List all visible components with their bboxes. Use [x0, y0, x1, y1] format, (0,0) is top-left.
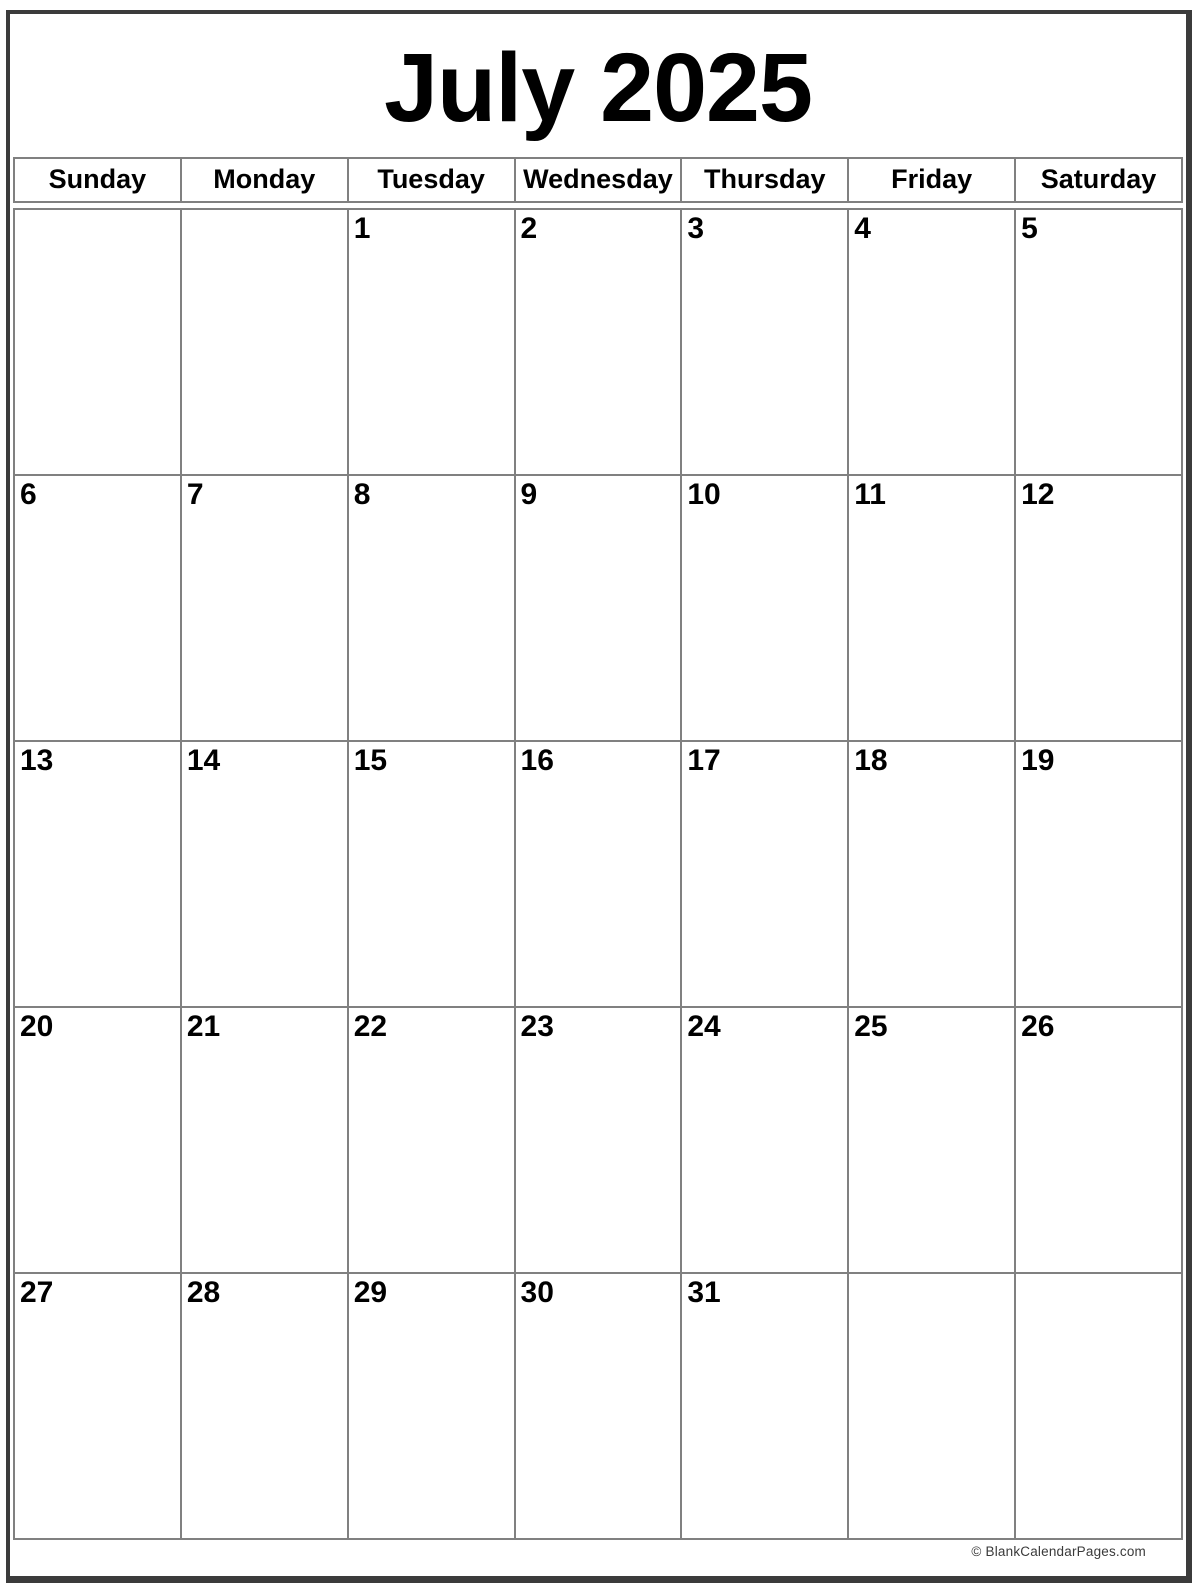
day-number: 5 — [1021, 211, 1038, 245]
day-cell — [14, 1273, 181, 1539]
day-cell — [348, 209, 515, 475]
day-cell — [515, 475, 682, 741]
day-cell — [681, 741, 848, 1007]
day-cell — [1015, 209, 1182, 475]
day-number: 12 — [1021, 477, 1055, 511]
day-number: 15 — [353, 743, 388, 777]
day-cell — [848, 475, 1015, 741]
day-number: 25 — [854, 1009, 888, 1043]
day-number: 14 — [186, 743, 221, 777]
day-number — [1016, 1274, 1181, 1276]
day-cell — [515, 741, 682, 1007]
day-number: 16 — [520, 743, 554, 777]
day-number: 26 — [1021, 1009, 1055, 1043]
weekday-header-tuesday: Tuesday — [348, 158, 515, 202]
day-cell — [848, 209, 1015, 475]
day-cell — [1015, 475, 1182, 741]
day-cell — [181, 209, 348, 475]
day-number: 9 — [520, 477, 538, 511]
day-number: 30 — [520, 1275, 554, 1309]
day-number: 19 — [1021, 743, 1055, 777]
day-cell — [181, 741, 348, 1007]
day-number: 7 — [186, 477, 204, 511]
day-cell — [14, 209, 181, 475]
day-number: 20 — [20, 1009, 54, 1043]
weekday-header-wednesday: Wednesday — [515, 158, 682, 202]
day-number: 31 — [687, 1275, 721, 1309]
day-number: 22 — [353, 1009, 388, 1043]
week-row — [14, 209, 1182, 475]
day-number: 2 — [520, 211, 538, 245]
week-row — [14, 1273, 1182, 1539]
day-cell — [515, 1273, 682, 1539]
day-cell — [1015, 1273, 1182, 1539]
day-cell — [348, 1007, 515, 1273]
day-cell — [1015, 741, 1182, 1007]
day-cell — [681, 475, 848, 741]
day-cell — [348, 475, 515, 741]
day-cell — [181, 475, 348, 741]
week-row — [14, 475, 1182, 741]
weekday-header-sunday: Sunday — [14, 158, 181, 202]
day-number: 8 — [353, 477, 371, 511]
day-number — [182, 210, 347, 212]
day-number: 10 — [687, 477, 721, 511]
day-cell — [681, 209, 848, 475]
day-number: 13 — [20, 743, 54, 777]
day-cell — [348, 741, 515, 1007]
day-number: 18 — [854, 743, 888, 777]
day-cell — [848, 741, 1015, 1007]
copyright-watermark: © BlankCalendarPages.com — [971, 1544, 1146, 1559]
day-number: 4 — [854, 211, 871, 245]
calendar-grid — [13, 208, 1183, 1540]
day-number: 17 — [687, 743, 721, 777]
week-row — [14, 1007, 1182, 1273]
week-row — [14, 741, 1182, 1007]
day-cell — [515, 1007, 682, 1273]
day-cell — [14, 475, 181, 741]
day-cell — [1015, 1007, 1182, 1273]
day-number: 28 — [186, 1275, 221, 1309]
day-number: 29 — [353, 1275, 388, 1309]
day-cell — [515, 209, 682, 475]
day-number: 1 — [353, 211, 371, 245]
weekday-header-row — [13, 157, 1183, 203]
day-number: 24 — [687, 1009, 721, 1043]
day-cell — [681, 1007, 848, 1273]
day-number: 11 — [854, 477, 886, 511]
day-cell — [848, 1007, 1015, 1273]
weekday-header-friday: Friday — [848, 158, 1015, 202]
day-number — [15, 210, 180, 212]
day-cell — [348, 1273, 515, 1539]
weekday-header-saturday: Saturday — [1015, 158, 1182, 202]
weekday-header-monday: Monday — [181, 158, 348, 202]
weekday-header-thursday: Thursday — [681, 158, 848, 202]
page-title: July 2025 — [384, 33, 812, 142]
day-cell — [848, 1273, 1015, 1539]
day-number: 21 — [186, 1009, 221, 1043]
day-cell — [181, 1273, 348, 1539]
day-number — [849, 1274, 1014, 1276]
day-number: 27 — [20, 1275, 54, 1309]
page-frame — [6, 10, 1192, 1583]
day-number: 23 — [520, 1009, 554, 1043]
day-cell — [681, 1273, 848, 1539]
day-cell — [14, 741, 181, 1007]
day-number: 3 — [687, 211, 705, 245]
day-cell — [181, 1007, 348, 1273]
day-number: 6 — [20, 477, 37, 511]
day-cell — [14, 1007, 181, 1273]
